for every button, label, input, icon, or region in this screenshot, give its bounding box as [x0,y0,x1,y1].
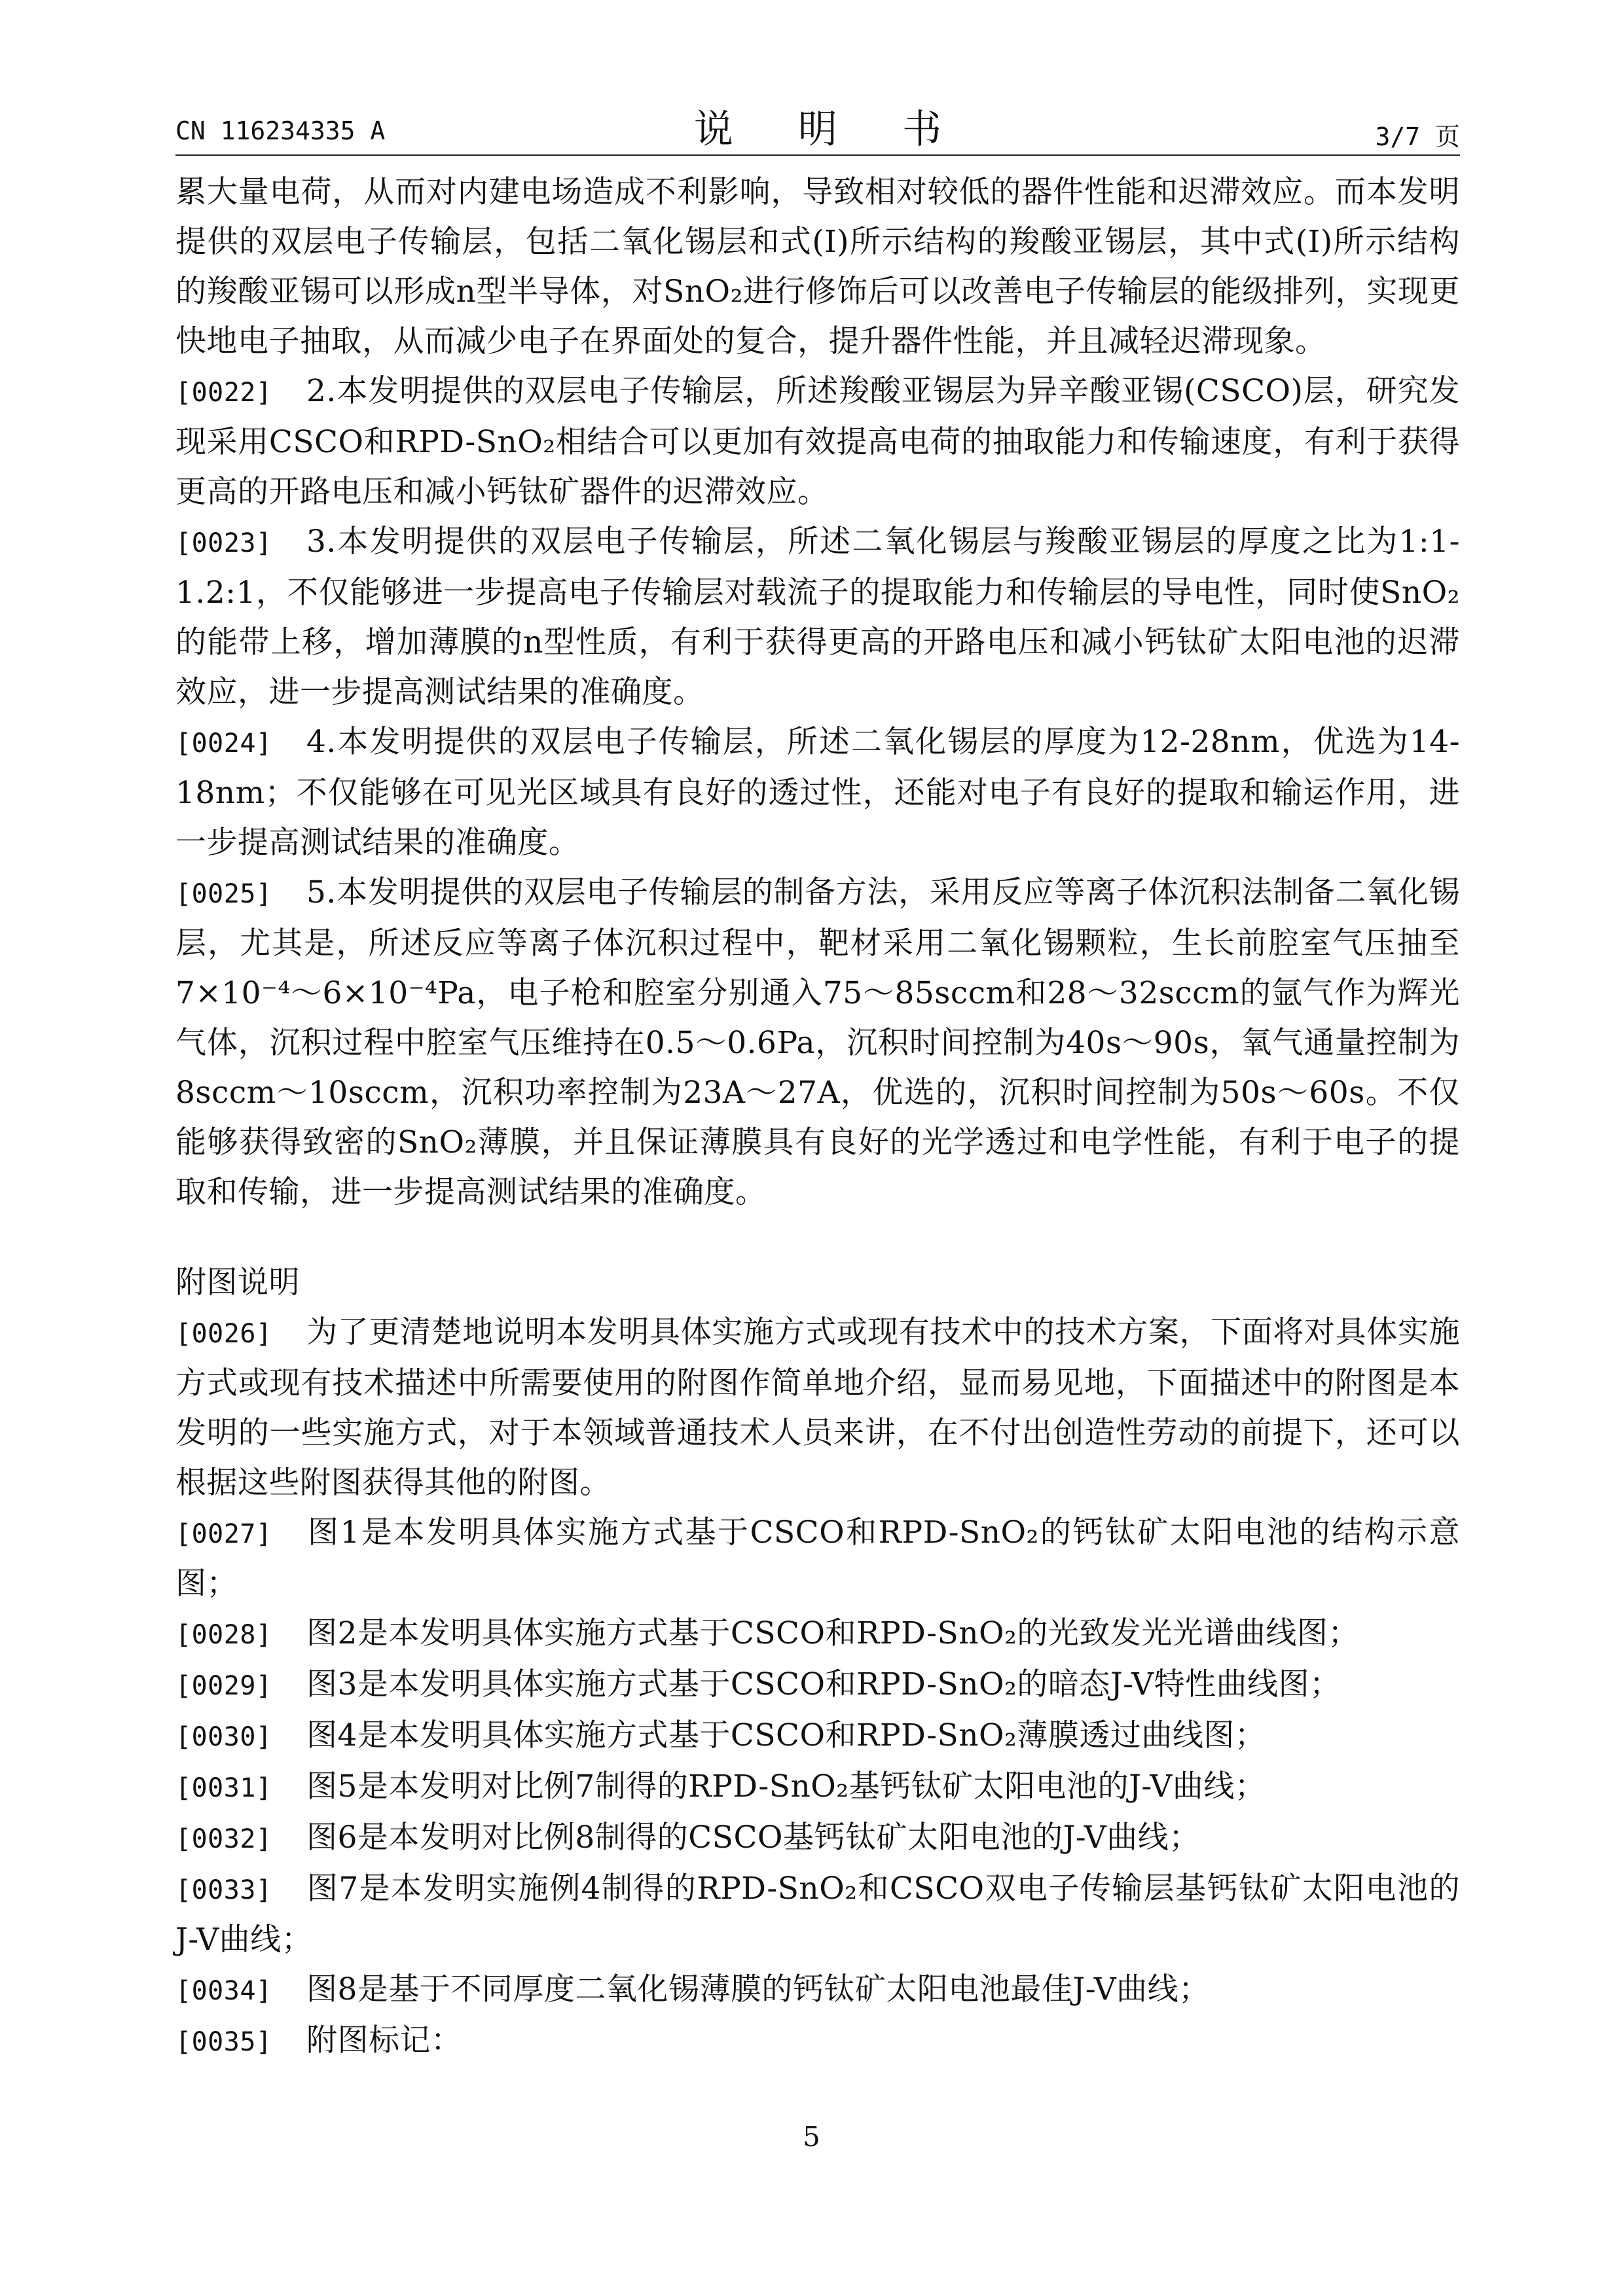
paragraph-number: [0025] [175,879,272,909]
paragraph-continued [175,168,1460,367]
paragraph-text: 图1是本发明具体实施方式基于CSCO和RPD-SnO₂的钙钛矿太阳电池的结构示意图； [175,1515,1460,1602]
header-divider [175,154,1460,156]
document-body [175,168,1460,2067]
paragraph-text: 图3是本发明具体实施方式基于CSCO和RPD-SnO₂的暗态J-V特性曲线图； [306,1666,1341,1702]
paragraph-0023 [175,517,1460,717]
paragraph-text: 图5是本发明对比例7制得的RPD-SnO₂基钙钛矿太阳电池的J-V曲线； [306,1768,1266,1804]
paragraph-text: 4.本发明提供的双层电子传输层，所述二氧化锡层的厚度为12-28nm，优选为14-18nm；不仅能够在可见光区域具有良好的透过性，还能对电子有良好的提取和输运作用，进一步提高测试结果的准确度。 [175,724,1460,861]
paragraph-0031 [175,1762,1460,1813]
paragraph-number: [0029] [175,1671,272,1701]
paragraph-0034 [175,1965,1460,2016]
paragraph-number: [0027] [175,1519,272,1549]
paragraph-0024 [175,717,1460,868]
paragraph-text: 2.本发明提供的双层电子传输层，所述羧酸亚锡层为异辛酸亚锡(CSCO)层，研究发现采用CSCO和RPD-SnO₂相结合可以更加有效提高电荷的抽取能力和传输速度，有利于获得更高的开路电压和减小钙钛矿器件的迟滞效应。 [175,373,1460,510]
paragraph-number: [0032] [175,1824,272,1854]
paragraph-0022 [175,367,1460,517]
paragraph-number: [0031] [175,1773,272,1803]
paragraph-text: 为了更清楚地说明本发明具体实施方式或现有技术中的技术方案，下面将对具体实施方式或现有技术描述中所需要使用的附图作简单地介绍，显而易见地，下面描述中的附图是本发明的一些实施方式，对于本领域普通技术人员来讲，在不付出创造性劳动的前提下，还可以根据这些附图获得其他的附图。 [175,1314,1460,1501]
paragraph-number: [0028] [175,1620,272,1650]
page-header [175,97,1460,152]
paragraph-number: [0035] [175,2027,272,2057]
paragraph-number: [0026] [175,1319,272,1349]
paragraph-text: 图7是本发明实施例4制得的RPD-SnO₂和CSCO双电子传输层基钙钛矿太阳电池的J-V曲线； [175,1871,1460,1958]
paragraph-0035 [175,2016,1460,2067]
paragraph-0033 [175,1864,1460,1965]
page-info: 3/7 页 [1375,122,1460,151]
paragraph-text: 3.本发明提供的双层电子传输层，所述二氧化锡层与羧酸亚锡层的厚度之比为1:1-1.2:1，不仅能够进一步提高电子传输层对载流子的提取能力和传输层的导电性，同时使SnO₂的能带上移，增加薄膜的n型性质，有利于获得更高的开路电压和减小钙钛矿太阳电池的迟滞效应，进一步提高测试结果的准确度。 [175,524,1460,710]
paragraph-0032 [175,1813,1460,1864]
paragraph-text: 图2是本发明具体实施方式基于CSCO和RPD-SnO₂的光致发光光谱曲线图； [306,1615,1359,1651]
paragraph-0029 [175,1660,1460,1711]
document-title: 说 明 书 [693,107,968,152]
paragraph-0026 [175,1308,1460,1508]
paragraph-number: [0034] [175,1976,272,2006]
paragraph-number: [0024] [175,728,272,759]
paragraph-number: [0022] [175,378,272,408]
paragraph-text: 5.本发明提供的双层电子传输层的制备方法，采用反应等离子体沉积法制备二氧化锡层，尤其是，所述反应等离子体沉积过程中，靶材采用二氧化锡颗粒，生长前腔室气压抽至7×10⁻⁴～6×10⁻⁴Pa，电子枪和腔室分别通入75～85sccm和28～32sccm的氩气作为辉光气体，沉积过程中腔室气压维持在0.5～0.6Pa，沉积时间控制为40s～90s，氧气通量控制为8sccm～10sccm，沉积功率控制为23A～27A，优选的，沉积时间控制为50s～60s。不仅能够获得致密的SnO₂薄膜，并且保证薄膜具有良好的光学透过和电学性能，有利于电子的提取和传输，进一步提高测试结果的准确度。 [175,874,1460,1210]
paragraph-number: [0023] [175,528,272,558]
paragraph-text: 累大量电荷，从而对内建电场造成不利影响，导致相对较低的器件性能和迟滞效应。而本发明提供的双层电子传输层，包括二氧化锡层和式(I)所示结构的羧酸亚锡层，其中式(I)所示结构的羧酸亚锡可以形成n型半导体，对SnO₂进行修饰后可以改善电子传输层的能级排列，实现更快地电子抽取，从而减少电子在界面处的复合，提升器件性能，并且减轻迟滞现象。 [175,174,1460,359]
publication-number: CN 116234335 A [175,117,386,145]
paragraph-number: [0030] [175,1722,272,1752]
section-heading: 附图说明 [175,1265,300,1300]
paragraph-text: 附图标记： [306,2022,462,2058]
page-number: 5 [803,2121,820,2153]
paragraph-text: 图4是本发明具体实施方式基于CSCO和RPD-SnO₂薄膜透过曲线图； [306,1717,1266,1753]
paragraph-text: 图6是本发明对比例8制得的CSCO基钙钛矿太阳电池的J-V曲线； [306,1820,1200,1856]
paragraph-0028 [175,1609,1460,1660]
paragraph-0025 [175,868,1460,1217]
paragraph-0030 [175,1711,1460,1762]
paragraph-0027 [175,1508,1460,1609]
paragraph-text: 图8是基于不同厚度二氧化锡薄膜的钙钛矿太阳电池最佳J-V曲线； [306,1971,1210,2007]
paragraph-number: [0033] [175,1875,272,1905]
